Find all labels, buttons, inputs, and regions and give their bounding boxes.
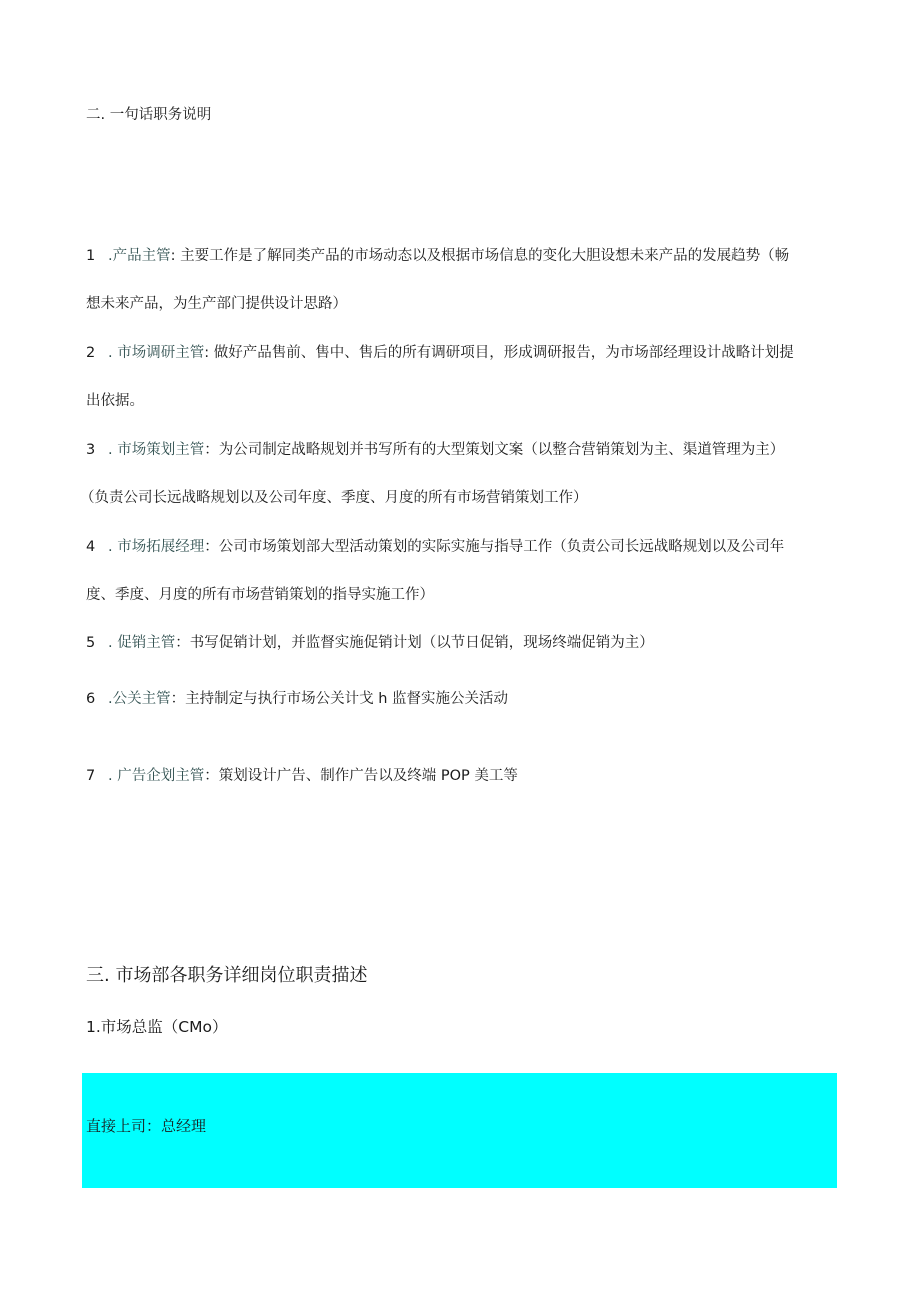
item-description: 做好产品售前、售中、售后的所有调研项目，形成调研报告，为市场部经理设计战略计划提: [213, 345, 794, 361]
list-item-4-line1: [86, 537, 784, 557]
item-number: 7: [86, 768, 96, 784]
section3-title: 三. 市场部各职务详细岗位职责描述: [86, 965, 368, 986]
list-item-5: [86, 633, 654, 653]
list-item-3-line1: [86, 440, 784, 460]
item-description: 主持制定与执行市场公关计戈 h 监督实施公关活动: [185, 691, 509, 707]
item-number: 1: [86, 248, 96, 264]
list-item-7: [86, 766, 518, 786]
list-item-1-line2: 想未来产品，为生产部门提供设计思路）: [86, 296, 347, 312]
role-name: . 市场策划主管: [108, 442, 205, 458]
separator: ：: [170, 691, 186, 707]
list-item-6: [86, 689, 508, 709]
item-number: 4: [86, 539, 96, 555]
separator: :: [170, 248, 176, 264]
role-name: .产品主管: [108, 248, 171, 264]
highlight-box: [82, 1073, 837, 1188]
item-description: 主要工作是了解同类产品的市场动态以及根据市场信息的变化大胆设想未来产品的发展趋势（畅: [180, 248, 790, 264]
section3-subtitle: 1.市场总监（CMo）: [86, 1018, 228, 1036]
separator: ：: [204, 768, 219, 784]
list-item-2-line2: 出依据。: [86, 393, 144, 409]
list-item-2-line1: [86, 343, 794, 363]
separator: ：: [175, 635, 190, 651]
list-item-4-line2: 度、季度、月度的所有市场营销策划的指导实施工作）: [86, 587, 434, 603]
item-number: 2: [86, 345, 96, 361]
role-name: . 广告企划主管: [108, 768, 205, 784]
item-number: 3: [86, 442, 96, 458]
item-number: 6: [86, 691, 96, 707]
list-item-3-line2: （负责公司长远战略规划以及公司年度、季度、月度的所有市场营销策划工作）: [80, 490, 588, 506]
direct-supervisor-text: 直接上司：总经理: [86, 1117, 207, 1135]
item-description: 策划设计广告、制作广告以及终端 POP 美工等: [218, 768, 518, 784]
separator: :: [204, 345, 210, 361]
role-name: . 促销主管: [108, 635, 176, 651]
section2-title: 二. 一句话职务说明: [86, 107, 212, 123]
separator: ：: [204, 442, 219, 458]
item-description: 书写促销计划，并监督实施促销计划（以节日促销，现场终端促销为主）: [189, 635, 654, 651]
role-name: . 市场调研主管: [108, 345, 205, 361]
role-name: .公关主管: [108, 691, 171, 707]
separator: ：: [204, 539, 219, 555]
role-name: . 市场拓展经理: [108, 539, 205, 555]
item-description: 为公司制定战略规划并书写所有的大型策划文案（以整合营销策划为主、渠道管理为主）: [218, 442, 785, 458]
item-number: 5: [86, 635, 96, 651]
list-item-1-line1: [86, 246, 789, 266]
item-description: 公司市场策划部大型活动策划的实际实施与指导工作（负责公司长远战略规划以及公司年: [218, 539, 785, 555]
